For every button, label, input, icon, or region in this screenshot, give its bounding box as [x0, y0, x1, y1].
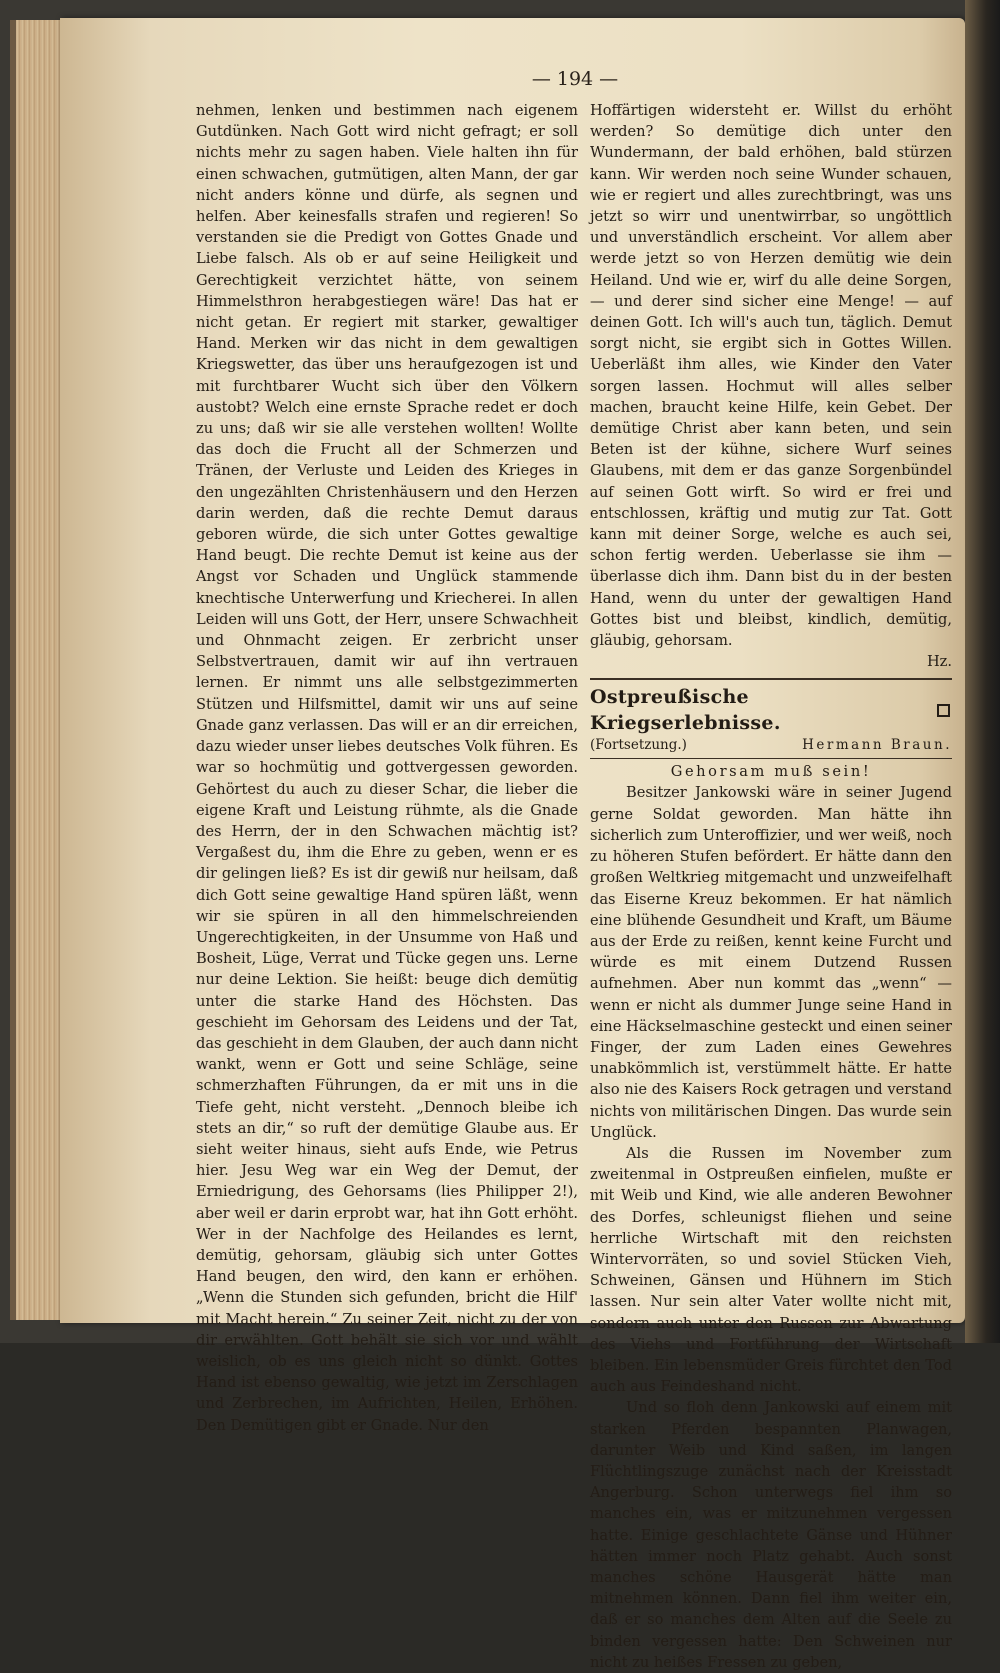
sermon-ending-text: Hoffärtigen widersteht er. Willst du erhöht werden? So demütige dich unter den Wundermann, der bald erhöhen, bald stürzen kann. Wir werden noch seine Wunder schauen, wie er regiert und alles zurechtbringt, was uns jetzt so wirr und unentwirrbar, so ungöttlich und unverständlich erscheint. Vor allem aber werde jetzt so von Herzen demütig wie dein Heiland. Und wie er, wirf du alle deine Sorgen, — und derer sind sicher eine Menge! — auf deinen Gott. Ich will's auch tun, täglich. Demut sorgt nicht, sie ergibt sich in Gottes Willen. Ueberläßt ihm alles, wie Kinder den Vater sorgen lassen. Hochmut will alles selber machen, braucht keine Hilfe, kein Gebet. Der demütige Christ aber kann beten, und sein Beten ist der kühne, sichere Wurf seines Glaubens, mit dem er das ganze Sorgenbündel auf seinen Gott wirft. So wird er frei und entschlossen, kräftig und mutig zur Tat. Gott kann mit deiner Sorge, welche es auch sei, schon fertig werden. Ueberlasse sie ihm — überlasse dich ihm. Dann bist du in der besten Hand, wenn du unter der gewaltigen Hand Gottes bist und bleibst, kindlich, demütig, gläubig, gehorsam.: [590, 102, 952, 650]
story-paragraph-2: Als die Russen im November zum zweitenmal in Ostpreußen einfielen, mußte er mit Weib und Kind, wie alle anderen Bewohner des Dorfes, schleunigst fliehen und seine herrliche Wirtschaft mit den reichsten Wintervorräten, so und soviel Stücken Vieh, Schweinen, Gänsen und Hühnern im Stich lassen. Nur sein alter Vater wollte nicht mit, sondern auch unter den Russen zur Abwartung des Viehs und Fortführung der Wirtschaft bleiben. Ein lebensmüder Greis fürchtet den Tod auch aus Feindeshand nicht.: [590, 1144, 952, 1396]
section-title: Ostpreußische Kriegserlebnisse.: [590, 686, 781, 735]
square-ornament-icon: [937, 704, 950, 717]
section-heading: [590, 684, 952, 736]
signature: Hz.: [926, 653, 952, 671]
story-subheading: Gehorsam muß sein!: [670, 763, 872, 781]
scan-right-margin: [965, 0, 1000, 1343]
page-number: — 194 —: [531, 68, 619, 90]
left-column: [196, 100, 578, 1436]
byline-divider: [590, 758, 952, 759]
author-name: Hermann Braun.: [802, 737, 952, 754]
section-divider: [590, 678, 952, 680]
left-column-text: nehmen, lenken und bestimmen nach eigenem Gutdünken. Nach Gott wird nicht gefragt; er soll nichts mehr zu sagen haben. Viele halten ihn für einen schwachen, gutmütigen, alten Mann, der gar nicht anders könne und dürfe, als segnen und helfen. Aber keinesfalls strafen und regieren! So verstanden sie die Predigt von Gottes Gnade und Liebe falsch. Als ob er auf seine Heiligkeit und Gerechtigkeit verzichtet hätte, von seinem Himmelsthron herabgestiegen wäre! Das hat er nicht getan. Er regiert mit starker, gewaltiger Hand. Merken wir das nicht in dem gewaltigen Kriegswetter, das über uns heraufgezogen ist und mit furchtbarer Wucht sich über den Völkern austobt? Welch eine ernste Sprache redet er doch zu uns; daß wir sie alle verstehen wollten! Wollte das doch die Frucht all der Schmerzen und Tränen, der Verluste und Leiden des Krieges in den ungezählten Christenhäusern und den Herzen darin werden, daß die rechte Demut daraus geboren würde, die sich unter Gottes gewaltige Hand beugt. Die rechte Demut ist keine aus der Angst vor Schaden und Unglück stammende knechtische Unterwerfung und Kriecherei. In allen Leiden will uns Gott, der Herr, unsere Schwachheit und Ohnmacht zeigen. Er zerbricht unser Selbstvertrauen, damit wir auf ihn vertrauen lernen. Er nimmt uns alle selbstgezimmerten Stützen und Hilfsmittel, damit wir uns auf seine Gnade ganz verlassen. Das will er an dir erreichen, dazu wieder unser liebes deutsches Volk führen. Es war so hochmütig und gottvergessen geworden. Gehörtest du auch zu dieser Schar, die lieber die eigene Kraft und Leistung rühmte, als die Gnade des Herrn, der in den Schwachen mächtig ist? Vergaßest du, ihm die Ehre zu geben, wenn er es dir gelingen ließ? Es ist dir gewiß nur heilsam, daß dich Gott seine gewaltige Hand spüren läßt, wenn wir sie spüren in all den himmelschreienden Ungerechtigkeiten, in der Unsumme von Haß und Bosheit, Lüge, Verrat und Tücke gegen uns. Lerne nur deine Lektion. Sie heißt: beuge dich demütig unter die starke Hand des Höchsten. Das geschieht im Gehorsam des Leidens und der Tat, das geschieht in dem Glauben, der auch dann nicht wankt, wenn er Gott und seine Schläge, seine schmerzhaften Führungen, da er mit uns in die Tiefe geht, nicht versteht. „Dennoch bleibe ich stets an dir,“ so ruft der demütige Glaube aus. Er sieht weiter hinaus, sieht aufs Ende, wie Petrus hier. Jesu Weg war ein Weg der Demut, der Erniedrigung, des Gehorsams (lies Philipper 2!), aber weil er darin erprobt war, hat ihn Gott erhöht. Wer in der Nachfolge des Heilandes es lernt, demütig, gehorsam, gläubig sich unter Gottes Hand beugen, den wird, den kann er erhöhen. „Wenn die Stunden sich gefunden, bricht die Hilf' mit Macht herein.“ Zu seiner Zeit, nicht zu der von dir erwählten. Gott behält sie sich vor und wählt weislich, ob es uns gleich nicht so dünkt. Gottes Hand ist ebenso gewaltig, wie jetzt im Zerschlagen und Zerbrechen, im Aufrichten, Heilen, Erhöhen. Den Demütigen gibt er Gnade. Nur den: [196, 102, 578, 1434]
continuation-note: (Fortsetzung.): [590, 737, 687, 754]
story-paragraph-3: Und so floh denn Jankowski auf einem mit starken Pferden bespannten Planwagen, darunter Weib und Kind saßen, im langen Flüchtlingszuge zunächst nach der Kreisstadt Angerburg. Schon unterwegs fiel ihm so manches ein, was er mitzunehmen vergessen hatte. Einige geschlachtete Gänse und Hühner hätten immer noch Platz gehabt. Auch sonst manches schöne Hausgerät hätte man mitnehmen können. Dann fiel ihm weiter ein, daß er so manches dem Alten auf die Seele zu binden vergessen hatte: Den Schweinen nur nicht zu heißes Fressen zu geben,: [590, 1399, 952, 1671]
story-paragraph-1: Besitzer Jankowski wäre in seiner Jugend gerne Soldat geworden. Man hätte ihn sicherlich zum Unteroffizier, und wer weiß, noch zu höheren Stufen befördert. Er hätte dann den großen Weltkrieg mitgemacht und unzweifelhaft das Eiserne Kreuz bekommen. Er hat nämlich eine blühende Gesundheit und Kraft, um Bäume aus der Erde zu reißen, kennt keine Furcht und würde es mit einem Dutzend Russen aufnehmen. Aber nun kommt das „wenn“ — wenn er nicht als dummer Junge seine Hand in eine Häckselmaschine gesteckt und einen seiner Finger, der zum Laden eines Gewehres unabkömmlich ist, verstümmelt hätte. Er hatte also nie des Kaisers Rock getragen und verstand nichts von militärischen Dingen. Das wurde sein Unglück.: [590, 784, 952, 1141]
right-column: [590, 100, 952, 1673]
section-byline: [590, 736, 952, 755]
